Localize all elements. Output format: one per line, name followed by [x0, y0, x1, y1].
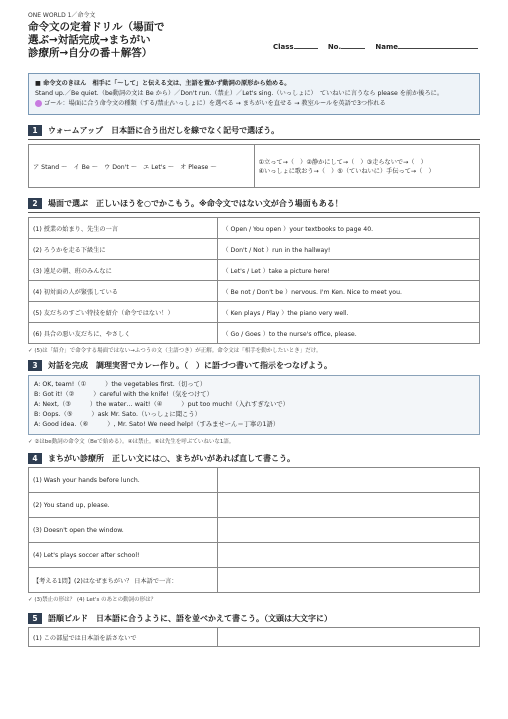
section-2-title: 場面で選ぶ 正しいほうを○でかこもう。※命令文ではない文が合う場面もある！	[48, 199, 343, 208]
series-label: ONE WORLD 1／命令文	[28, 12, 96, 19]
dialogue-line: B: Oops.（⑤ ）ask Mr. Sato.（いっしょに聞こう）	[34, 411, 201, 418]
goal-icon	[35, 100, 42, 107]
section-1-title: ウォームアップ 日本語に合う出だしを線でなく記号で選ぼう。	[48, 126, 280, 135]
class-label: Class	[272, 43, 294, 51]
name-label: Name	[375, 43, 398, 51]
answer-cell[interactable]	[218, 628, 480, 647]
sentence-cell: (1) Wash your hands before lunch.	[29, 468, 218, 493]
answer-prompts[interactable]	[254, 145, 480, 188]
worksheet-title	[28, 21, 228, 60]
section-5-title: 語順ビルド 日本語に合うように、語を並べかえて書こう。（文頭は大文字に）	[48, 614, 332, 623]
goal-line	[35, 99, 473, 109]
basics-box	[28, 73, 480, 115]
section-4-title: まちがい診療所 正しい文には○、まちがいがあれば直して書こう。	[48, 454, 295, 463]
choice-cell[interactable]: （ Don't / Not ）run in the hallway!	[218, 239, 480, 260]
table-row	[29, 260, 480, 281]
table-row	[29, 323, 480, 344]
section-4-note: ✓ (3)禁止の形は？ (4) Let's のあとの動詞の形は？	[28, 597, 157, 603]
section-2-header	[28, 198, 480, 209]
name-blank[interactable]	[398, 48, 478, 49]
table-row	[29, 468, 480, 493]
correction-cell[interactable]	[218, 493, 480, 518]
section-2-rule	[28, 212, 480, 213]
answer-cell[interactable]	[218, 568, 480, 593]
scene-cell: (3) 遠足の朝、班のみんなに	[29, 260, 218, 281]
sentence-cell: (4) Let's plays soccer after school!	[29, 543, 218, 568]
section-1-table	[28, 144, 480, 188]
no-label: No.	[327, 43, 342, 51]
table-row	[29, 568, 480, 593]
table-row	[29, 543, 480, 568]
dialogue-line: A: Next,（③ ）the water… wait!（④ ）put too much!（入れすぎないで）	[34, 401, 289, 408]
basics-line-1: ■ 命令文のきほん 相手に「～して」と伝える文は、主語を置かず動詞の原形から始める。	[35, 80, 291, 87]
correction-cell[interactable]	[218, 468, 480, 493]
choice-cell[interactable]: （ Let's / Let ）take a picture here!	[218, 260, 480, 281]
prompt-cell: (1) この部屋では日本語を話さないで	[29, 628, 218, 647]
choice-list: ア Stand ～ イ Be ～ ウ Don't ～ エ Let's ～ オ Please ～	[29, 145, 255, 188]
prompt-line-2: ④いっしょに歌おう→（ ）⑤（ていねいに）手伝って→（ ）	[258, 168, 435, 175]
dialogue-line: A: Good idea.（⑥ ）, Mr. Sato! We need help!（すみませーん＝丁寧の1語）	[34, 421, 280, 428]
table-row	[29, 493, 480, 518]
table-row	[29, 239, 480, 260]
section-1-header	[28, 125, 480, 136]
prompt-line-1: ①立って→（ ）②静かにして→（ ）③走らないで→（ ）	[258, 159, 427, 166]
scene-cell: (2) ろうかを走る下級生に	[29, 239, 218, 260]
correction-cell[interactable]	[218, 543, 480, 568]
correction-cell[interactable]	[218, 518, 480, 543]
section-2-number: 2	[28, 198, 42, 209]
section-2-table	[28, 217, 480, 344]
goal-text: ゴール：場面に合う命令文の種類（する/禁止/いっしょに）を選べる → まちがいを直せる → 教室ルールを英語で3つ作れる	[44, 100, 386, 107]
section-3-title: 対話を完成 調理実習でカレー作り。（ ）に語づつ書いて指示をつなげよう。	[48, 361, 332, 370]
section-3-header	[28, 360, 480, 371]
dialogue-line: A: OK, team!（① ）the vegetables first.（切って）	[34, 381, 207, 388]
basics-line-2: Stand up.／Be quiet.（be動詞の文は Be から）／Don't run.（禁止）／Let's sing.（いっしょに） ていねいに言うなら please を前か後ろに。	[35, 90, 444, 97]
choice-cell[interactable]: （ Ken plays / Play ）the piano very well.	[218, 302, 480, 323]
table-row	[29, 518, 480, 543]
dialogue-box[interactable]	[28, 375, 480, 435]
section-5-number: 5	[28, 613, 42, 624]
scene-cell: (4) 初対面の人が緊張している	[29, 281, 218, 302]
table-row	[29, 628, 480, 647]
scene-cell: (1) 授業の始まり、先生の一言	[29, 218, 218, 239]
table-row	[29, 302, 480, 323]
choice-cell[interactable]: （ Go / Goes ）to the nurse's office, please.	[218, 323, 480, 344]
section-5-table	[28, 627, 480, 647]
section-3-note: ✓ ②はbe動詞の命令文（Beで始める）。④は禁止。⑥は先生を呼ぶていねいな1語。	[28, 439, 235, 445]
title-line-2: 選ぶ→対話完成→まちがい	[28, 34, 151, 46]
choice-cell[interactable]: （ Be not / Don't be ）nervous. I'm Ken. Nice to meet you.	[218, 281, 480, 302]
title-line-3: 診療所→自分の番＋解答）	[28, 47, 153, 59]
choice-cell[interactable]: （ Open / You open ）your textbooks to page 40.	[218, 218, 480, 239]
section-1-rule	[28, 139, 480, 140]
think-question-cell: 【考える1問】(2)はなぜまちがい？ 日本語で一言：	[29, 568, 218, 593]
title-row	[28, 21, 480, 61]
student-info-line	[273, 43, 478, 51]
no-blank[interactable]	[341, 48, 365, 49]
section-4-header	[28, 453, 480, 464]
table-row	[29, 218, 480, 239]
dialogue-line: B: Got it!（② ）careful with the knife!（気をつけて）	[34, 391, 213, 398]
class-blank[interactable]	[294, 48, 318, 49]
sentence-cell: (2) You stand up, please.	[29, 493, 218, 518]
scene-cell: (6) 具合の悪い友だちに、やさしく	[29, 323, 218, 344]
section-4-table	[28, 467, 480, 593]
section-3-number: 3	[28, 360, 42, 371]
table-row	[29, 281, 480, 302]
section-5-header	[28, 613, 480, 624]
section-1-number: 1	[28, 125, 42, 136]
scene-cell: (5) 友だちのすごい特技を紹介（命令ではない！）	[29, 302, 218, 323]
section-4-number: 4	[28, 453, 42, 464]
section-2-note: ✓ (5)は「紹介」で命令する場面ではない→ふつうの文（主語つき）が正解。命令文は「相手を動かしたいとき」だけ。	[28, 348, 322, 354]
sentence-cell: (3) Doesn't open the window.	[29, 518, 218, 543]
title-line-1: 命令文の定着ドリル（場面で	[28, 21, 165, 33]
